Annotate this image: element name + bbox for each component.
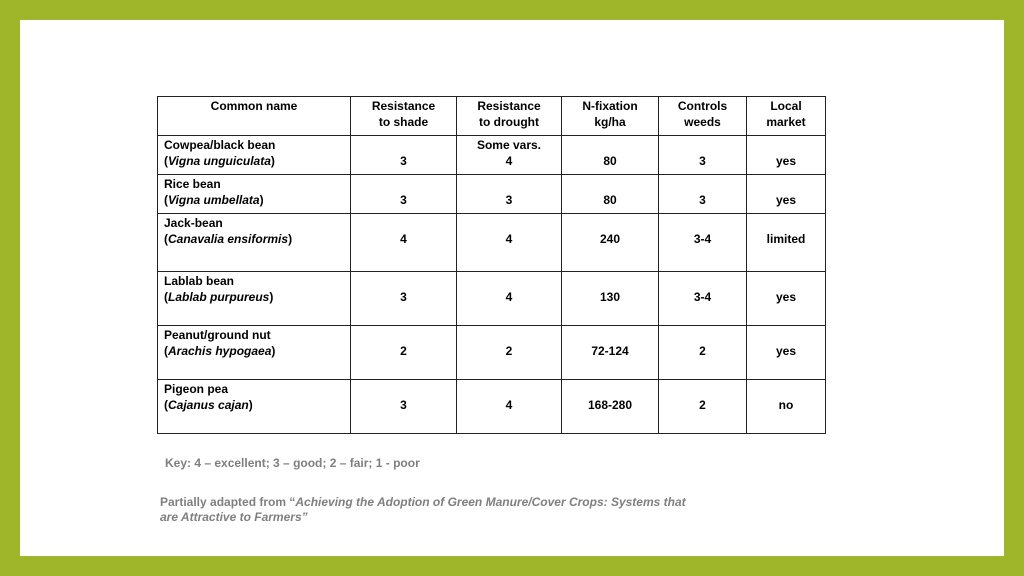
drought-cell: 4 xyxy=(457,214,562,272)
crop-name-cell: Lablab bean (Lablab purpureus) xyxy=(158,272,351,326)
weeds-cell: 3 xyxy=(659,136,747,175)
n-fixation-cell: 80 xyxy=(562,136,659,175)
header-controls-weeds: Controls weeds xyxy=(659,97,747,136)
shade-cell: 3 xyxy=(351,136,457,175)
table-row xyxy=(158,326,826,380)
market-cell: no xyxy=(747,380,826,434)
drought-cell: 2 xyxy=(457,326,562,380)
n-fixation-cell: 168-280 xyxy=(562,380,659,434)
weeds-cell: 3-4 xyxy=(659,272,747,326)
table-header-row xyxy=(158,97,826,136)
table-row xyxy=(158,136,826,175)
crop-name-cell: Jack-bean (Canavalia ensiformis) xyxy=(158,214,351,272)
header-common-name: Common name xyxy=(158,97,351,136)
weeds-cell: 3-4 xyxy=(659,214,747,272)
drought-cell: 3 xyxy=(457,175,562,214)
slide xyxy=(20,20,1004,556)
header-local-market: Local market xyxy=(747,97,826,136)
table-row xyxy=(158,175,826,214)
market-cell: yes xyxy=(747,272,826,326)
drought-cell: 4 xyxy=(457,272,562,326)
market-cell: yes xyxy=(747,326,826,380)
weeds-cell: 3 xyxy=(659,175,747,214)
source-citation: Partially adapted from “Achieving the Adoption of Green Manure/Cover Crops: Systems that are Attractive to Farmers” xyxy=(160,495,686,524)
market-cell: yes xyxy=(747,136,826,175)
weeds-cell: 2 xyxy=(659,380,747,434)
market-cell: limited xyxy=(747,214,826,272)
shade-cell: 3 xyxy=(351,380,457,434)
n-fixation-cell: 80 xyxy=(562,175,659,214)
header-resistance-shade: Resistance to shade xyxy=(351,97,457,136)
crop-name-cell: Peanut/ground nut (Arachis hypogaea) xyxy=(158,326,351,380)
n-fixation-cell: 72-124 xyxy=(562,326,659,380)
n-fixation-cell: 130 xyxy=(562,272,659,326)
shade-cell: 4 xyxy=(351,214,457,272)
rating-key: Key: 4 – excellent; 3 – good; 2 – fair; 1 - poor xyxy=(165,456,420,470)
table-row xyxy=(158,272,826,326)
n-fixation-cell: 240 xyxy=(562,214,659,272)
table-row xyxy=(158,380,826,434)
weeds-cell: 2 xyxy=(659,326,747,380)
market-cell: yes xyxy=(747,175,826,214)
crop-name-cell: Rice bean (Vigna umbellata) xyxy=(158,175,351,214)
drought-cell: 4 xyxy=(457,380,562,434)
table-row xyxy=(158,214,826,272)
shade-cell: 3 xyxy=(351,272,457,326)
header-n-fixation: N-fixation kg/ha xyxy=(562,97,659,136)
shade-cell: 3 xyxy=(351,175,457,214)
crop-name-cell: Cowpea/black bean (Vigna unguiculata) xyxy=(158,136,351,175)
header-resistance-drought: Resistance to drought xyxy=(457,97,562,136)
crop-name-cell: Pigeon pea (Cajanus cajan) xyxy=(158,380,351,434)
drought-cell: Some vars. 4 xyxy=(457,136,562,175)
green-manure-crops-table xyxy=(157,96,826,434)
shade-cell: 2 xyxy=(351,326,457,380)
